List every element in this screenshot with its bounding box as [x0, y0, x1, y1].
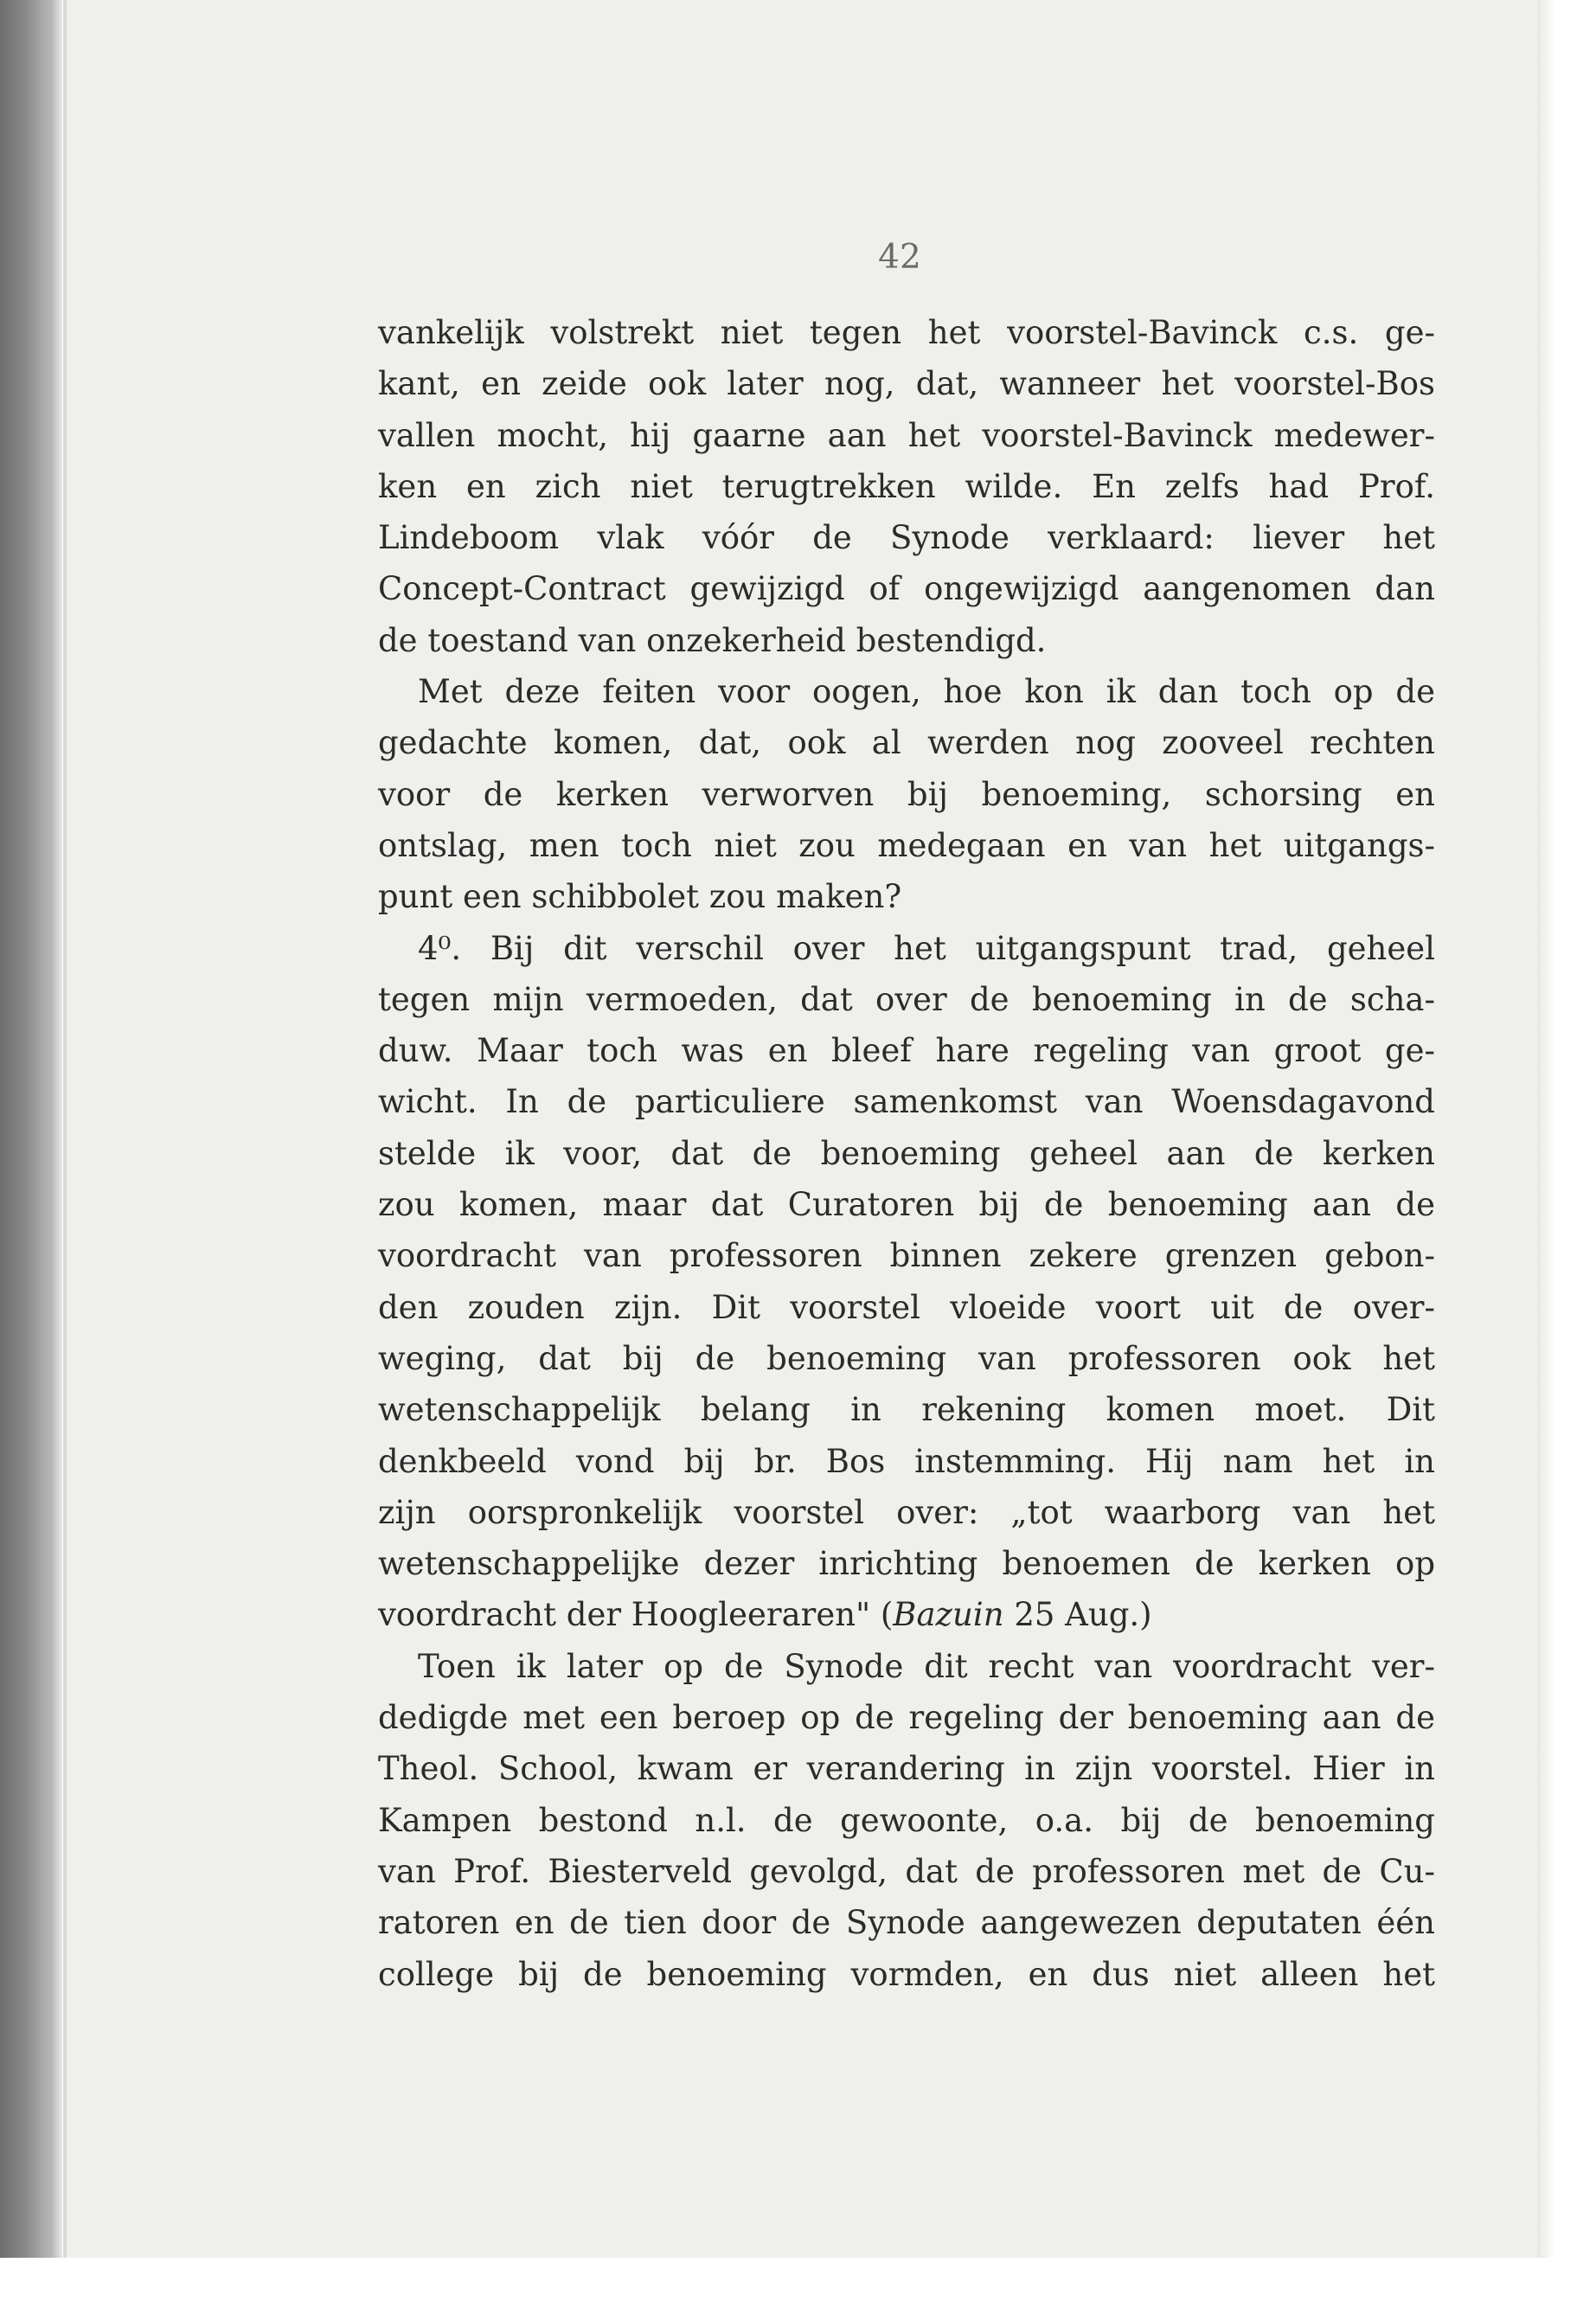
- text-line-25: wetenschappelijke dezer inrichting benoemen de kerken op: [378, 1545, 1435, 1583]
- text-line-1: vankelijk volstrekt niet tegen het voorstel-Bavinck c.s. ge-: [378, 314, 1435, 351]
- page-bottom-margin: [0, 2258, 1596, 2301]
- text-line-16: wicht. In de particuliere samenkomst van Woensdagavond: [378, 1083, 1435, 1121]
- text-line-22: wetenschappelijk belang in rekening komen moet. Dit: [378, 1391, 1435, 1429]
- text-line-2: kant, en zeide ook later nog, dat, wanneer het voorstel-Bos: [378, 365, 1435, 403]
- text-line-19: voordracht van professoren binnen zekere grenzen gebon-: [378, 1237, 1435, 1275]
- text-line-4: ken en zich niet terugtrekken wilde. En zelfs had Prof.: [378, 467, 1435, 505]
- citation-lead: voordracht der Hoogleeraren" (: [378, 1596, 894, 1634]
- text-line-11: ontslag, men toch niet zou medegaan en van het uitgangs-: [378, 826, 1435, 864]
- citation-source: Bazuin: [893, 1596, 1004, 1634]
- body-text: [378, 307, 1435, 2000]
- text-line-3: vallen mocht, hij gaarne aan het voorstel-Bavinck medewer-: [378, 416, 1435, 454]
- text-line-30: Kampen bestond n.l. de gewoonte, o.a. bij de benoeming: [378, 1801, 1435, 1839]
- text-line-26: [378, 1589, 1435, 1640]
- text-line-17: stelde ik voor, dat de benoeming geheel aan de kerken: [378, 1134, 1435, 1172]
- text-line-27: Toen ik later op de Synode dit recht van voordracht ver-: [418, 1647, 1435, 1685]
- text-line-29: Theol. School, kwam er verandering in zijn voorstel. Hier in: [378, 1750, 1435, 1788]
- text-line-12: punt een schibbolet zou maken?: [378, 878, 902, 916]
- page-right-margin: [1537, 0, 1596, 2258]
- text-line-6: Concept-Contract gewijzigd of ongewijzigd aangenomen dan: [378, 570, 1435, 608]
- text-line-21: weging, dat bij de benoeming van professoren ook het: [378, 1339, 1435, 1377]
- citation-date: 25 Aug.): [1014, 1596, 1152, 1634]
- text-line-9: gedachte komen, dat, ook al werden nog zooveel rechten: [378, 724, 1435, 762]
- text-line-28: dedigde met een beroep op de regeling der benoeming aan de: [378, 1699, 1435, 1737]
- text-line-14: tegen mijn vermoeden, dat over de benoeming in de scha-: [378, 980, 1435, 1018]
- text-line-15: duw. Maar toch was en bleef hare regeling van groot ge-: [378, 1032, 1435, 1070]
- text-line-18: zou komen, maar dat Curatoren bij de benoeming aan de: [378, 1186, 1435, 1224]
- text-line-20: den zouden zijn. Dit voorstel vloeide voort uit de over-: [378, 1288, 1435, 1326]
- text-line-10: voor de kerken verworven bij benoeming, schorsing en: [378, 775, 1435, 813]
- text-line-33: college bij de benoeming vormden, en dus niet alleen het: [378, 1955, 1435, 1993]
- text-line-32: ratoren en de tien door de Synode aangewezen deputaten één: [378, 1904, 1435, 1942]
- text-line-8: Met deze feiten voor oogen, hoe kon ik dan toch op de: [418, 673, 1435, 711]
- binding-shadow: [0, 0, 62, 2301]
- page-number: 42: [878, 238, 921, 277]
- text-line-23: denkbeeld vond bij br. Bos instemming. Hij nam het in: [378, 1442, 1435, 1480]
- text-line-31: van Prof. Biesterveld gevolgd, dat de professoren met de Cu-: [378, 1852, 1435, 1890]
- text-line-24: zijn oorspronkelijk voorstel over: „tot waarborg van het: [378, 1493, 1435, 1531]
- text-line-13: 4⁰. Bij dit verschil over het uitgangspunt trad, geheel: [418, 929, 1435, 967]
- text-line-7: de toestand van onzekerheid bestendigd.: [378, 621, 1047, 659]
- text-line-5: Lindeboom vlak vóór de Synode verklaard: liever het: [378, 519, 1435, 557]
